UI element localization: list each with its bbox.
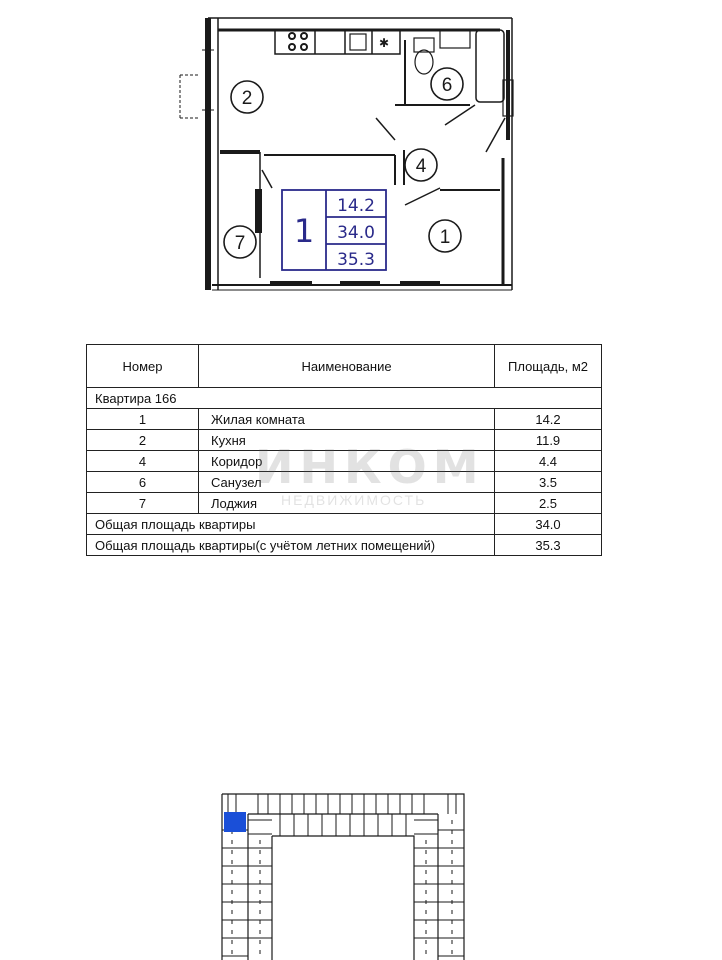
living-area-value: 14.2 [337, 196, 375, 216]
svg-text:4: 4 [415, 156, 427, 177]
highlighted-apartment-marker [224, 812, 246, 832]
total-label: Общая площадь квартиры(с учётом летних помещений) [87, 535, 495, 556]
table-row [87, 409, 602, 430]
watermark-sub: НЕДВИЖИМОСТЬ [281, 492, 427, 508]
svg-text:1: 1 [439, 227, 451, 248]
room-marker-6 [431, 68, 463, 100]
row-name: Жилая комната [199, 409, 495, 430]
total-area-with-loggia-value: 35.3 [337, 250, 375, 270]
total-label: Общая площадь квартиры [87, 514, 495, 535]
room-marker-7 [224, 226, 256, 258]
room-marker-1 [429, 220, 461, 252]
row-area: 3.5 [495, 472, 602, 493]
svg-text:6: 6 [441, 75, 453, 96]
table-header-row [87, 345, 602, 388]
table-row [87, 451, 602, 472]
row-name: Кухня [199, 430, 495, 451]
apartment-floor-plan [0, 0, 722, 300]
row-area: 11.9 [495, 430, 602, 451]
table-row [87, 472, 602, 493]
row-name: Лоджия [199, 493, 495, 514]
room-marker-4 [405, 149, 437, 181]
row-area: 2.5 [495, 493, 602, 514]
svg-text:2: 2 [241, 88, 253, 109]
row-area: 4.4 [495, 451, 602, 472]
apartment-number: 1 [293, 212, 315, 250]
row-number: 7 [87, 493, 199, 514]
total-row [87, 514, 602, 535]
apartment-title: Квартира 166 [87, 388, 602, 409]
svg-text:✱: ✱ [378, 36, 390, 50]
svg-text:7: 7 [234, 233, 246, 254]
row-number: 4 [87, 451, 199, 472]
total-row [87, 535, 602, 556]
table-row [87, 493, 602, 514]
row-number: 2 [87, 430, 199, 451]
row-name: Коридор [199, 451, 495, 472]
header-name: Наименование [199, 345, 495, 388]
total-area: 35.3 [495, 535, 602, 556]
room-area-table [86, 344, 602, 556]
total-area: 34.0 [495, 514, 602, 535]
watermark-main: ИНКОМ [255, 440, 485, 494]
apartment-row [87, 388, 602, 409]
header-area: Площадь, м2 [495, 345, 602, 388]
row-name: Санузел [199, 472, 495, 493]
row-number: 1 [87, 409, 199, 430]
room-marker-2 [231, 81, 263, 113]
table-row [87, 430, 602, 451]
building-key-plan [218, 790, 468, 960]
row-area: 14.2 [495, 409, 602, 430]
header-number: Номер [87, 345, 199, 388]
total-area-value: 34.0 [337, 223, 375, 243]
apartment-area-stamp [282, 190, 386, 270]
row-number: 6 [87, 472, 199, 493]
